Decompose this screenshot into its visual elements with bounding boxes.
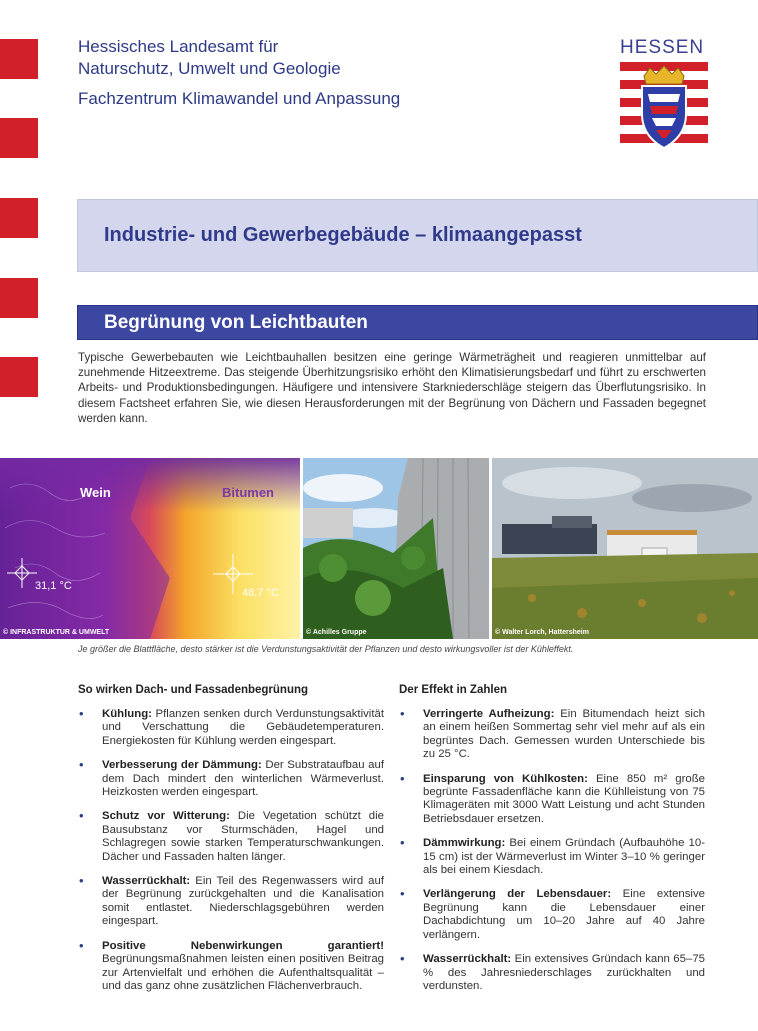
list-item: • Wasserrückhalt: Ein Teil des Regenwassers wird auf der Begrünung zurückgehalten und die Kanalisation somit entlastet. Niederschlagsgebühren werden eingespart.	[79, 873, 384, 928]
bullet-icon: •	[79, 873, 84, 889]
bullet-icon: •	[79, 706, 84, 721]
bullet-icon: •	[400, 886, 405, 902]
list-item: • Verlängerung der Lebensdauer: Eine extensive Begrünung kann die Lebensdauer einer Dachabdichtung um 10–20 Jahre auf 40 Jahre verlängern.	[400, 886, 705, 941]
department-name: Fachzentrum Klimawandel und Anpassung	[78, 89, 401, 108]
bullet-icon: •	[400, 706, 405, 721]
intro-paragraph: Typische Gewerbebauten wie Leichtbauhallen besitzen eine geringe Wärmeträgheit und reagieren unmittelbar auf zunehmende Hitzeextreme. Das steigende Überhitzungsrisiko erhöht den Klimatisierungsbedarf und führt zu erschwerten Arbeits- und Produktionsbedingungen. Häufigere und intensivere Starkniederschläge steigern das Überflutungsrisiko. In diesem Factsheet erfahren Sie, wie diesen Herausforderungen mit der Begrünung von Dächern und Fassaden begegnet werden kann.	[78, 351, 706, 425]
list-item: • Kühlung: Pflanzen senken durch Verdunstungsaktivität und Verschattung die Gebäudetemperaturen. Energiekosten für Kühlung werden eingespart.	[79, 706, 384, 747]
bullet-icon: •	[400, 835, 405, 851]
numbers-column	[399, 684, 705, 1004]
list-item: • Verbesserung der Dämmung: Der Substrataufbau auf dem Dach mindert den winterlichen Wärmeverlust. Heizkosten werden eingespart.	[79, 757, 384, 799]
bullet-icon: •	[79, 757, 84, 773]
list-item: • Schutz vor Witterung: Die Vegetation schützt die Bausubstanz vor Sturmschäden, Hagel und Schlagregen sowie starken Temperaturschwankungen. Dächer und Fassaden halten länger.	[79, 808, 384, 863]
green-roof-photo	[492, 458, 758, 639]
bullet-icon: •	[400, 951, 405, 967]
photo-caption: Je größer die Blattfläche, desto stärker ist die Verdunstungsaktivität der Pflanzen und desto wirkungsvoller ist der Kühleffekt.	[78, 644, 574, 654]
bullet-icon: •	[79, 937, 84, 953]
photo-credit: © INFRASTRUKTUR & UMWELT	[3, 629, 110, 636]
green-facade-photo	[303, 458, 489, 639]
margin-bar	[0, 118, 38, 158]
column-heading: So wirken Dach- und Fassadenbegrünung	[78, 684, 309, 696]
state-name: HESSEN	[620, 37, 705, 58]
section-header	[77, 305, 758, 340]
effects-column	[78, 684, 384, 1004]
list-item: • Positive Nebenwirkungen garantiert! Begrünungsmaßnahmen leisten einen positiven Beitrag zur Artenvielfalt und erhöhen die Aufenthaltsqualität – und das ganz ohne zusätzlichen Flächenverbrauch.	[79, 937, 384, 992]
column-heading: Der Effekt in Zahlen	[399, 684, 507, 696]
thermal-label-left: Wein	[80, 485, 111, 500]
page-title: Industrie- und Gewerbegebäude – klimaangepasst	[104, 224, 582, 246]
thermal-temp-right: 48,7 °C	[242, 587, 279, 599]
list-item: • Verringerte Aufheizung: Ein Bitumendach heizt sich an einem heißen Sommertag sehr viel mehr auf als ein begrüntes Dach. Gemessen wurden Unterschiede bis zu 25 °C.	[400, 706, 705, 761]
margin-bar	[0, 198, 38, 238]
hessen-coat-of-arms-logo	[620, 62, 708, 152]
organization-header	[78, 36, 400, 110]
section-title: Begrünung von Leichtbauten	[104, 312, 368, 333]
bullet-icon: •	[400, 770, 405, 786]
thermal-temp-left: 31,1 °C	[35, 580, 72, 592]
thermal-image	[0, 458, 300, 639]
list-item: • Wasserrückhalt: Ein extensives Gründach kann 65–75 % des Jahresniederschlages zurückhalten und verdunsten.	[400, 951, 705, 992]
list-item: • Einsparung von Kühlkosten: Eine 850 m² große begrünte Fassadenfläche kann die Kühlleistung von 75 Klimageräten mit 3000 Watt Leistung und acht Stunden Betriebsdauer ersetzen.	[400, 770, 705, 825]
photo-credit: © Achilles Gruppe	[306, 629, 367, 636]
margin-bar	[0, 278, 38, 318]
margin-bar	[0, 39, 38, 79]
margin-bar	[0, 357, 38, 397]
bullet-icon: •	[79, 808, 84, 824]
thermal-label-right: Bitumen	[222, 485, 274, 500]
org-line-1: Hessisches Landesamt für	[78, 37, 279, 56]
org-line-2: Naturschutz, Umwelt und Geologie	[78, 59, 341, 78]
photo-credit: © Walter Lorch, Hattersheim	[495, 629, 589, 636]
page-title-box	[77, 199, 758, 272]
list-item: • Dämmwirkung: Bei einem Gründach (Aufbauhöhe 10-15 cm) ist der Wärmeverlust im Winter 3–10 % geringer als bei einem Kiesdach.	[400, 835, 705, 877]
